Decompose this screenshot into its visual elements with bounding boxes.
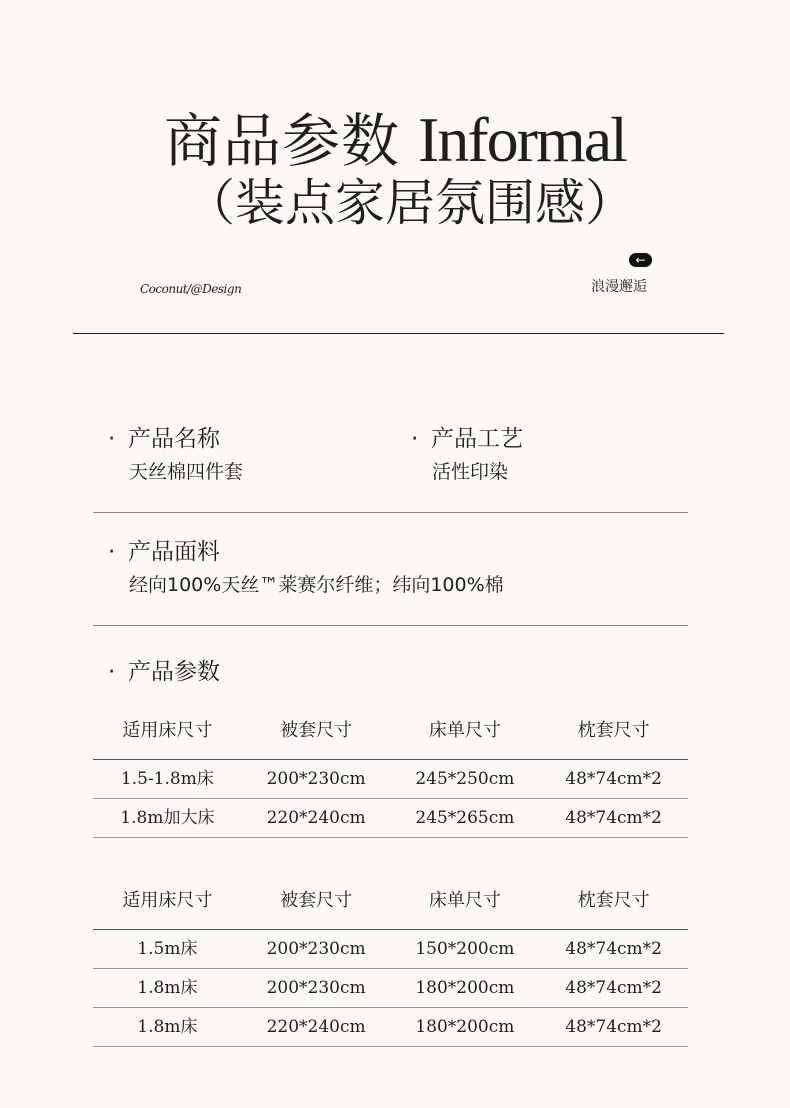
table-row (93, 799, 688, 838)
table-cell: 48*74cm*2 (565, 1017, 662, 1037)
table-header-cell: 被套尺寸 (280, 890, 353, 911)
product-fabric-label: 产品面料 (128, 539, 220, 565)
table-cell: 1.8m加大床 (120, 808, 215, 828)
table-cell: 245*250cm (415, 769, 515, 789)
table-row (93, 1008, 688, 1047)
header-divider (73, 333, 724, 334)
title-en: Informal (418, 104, 626, 175)
brand-signature: Coconut/@Design (140, 282, 242, 296)
table-cell: 1.5m床 (137, 939, 198, 959)
product-fabric-heading (108, 537, 220, 567)
product-fabric-value: 经向100%天丝™莱赛尔纤维；纬向100%棉 (129, 574, 504, 596)
table-cell: 1.8m床 (137, 1017, 198, 1037)
table-cell: 48*74cm*2 (565, 808, 662, 828)
table-row (93, 930, 688, 969)
section-divider (93, 512, 688, 513)
bullet: · (108, 659, 116, 685)
product-craft-value: 活性印染 (432, 461, 509, 483)
page-subtitle: （装点家居氛围感） (185, 174, 635, 232)
table-cell: 200*230cm (266, 978, 366, 998)
arrow-left-icon: ← (629, 253, 652, 267)
table-row (93, 760, 688, 799)
table-header-cell: 床单尺寸 (428, 720, 501, 741)
size-table-1 (93, 702, 688, 838)
table-cell: 245*265cm (415, 808, 515, 828)
bullet: · (411, 426, 419, 452)
table-header-row (93, 872, 688, 930)
table-cell: 48*74cm*2 (565, 978, 662, 998)
product-craft-heading (411, 424, 523, 454)
table-cell: 48*74cm*2 (565, 939, 662, 959)
title-cn: 商品参数 (164, 107, 401, 175)
table-header-cell: 枕套尺寸 (577, 720, 650, 741)
product-craft-label: 产品工艺 (431, 426, 523, 452)
table-header-cell: 适用床尺寸 (122, 890, 213, 911)
product-params-label: 产品参数 (128, 659, 220, 685)
table-cell: 200*230cm (266, 769, 366, 789)
page-title (0, 100, 790, 181)
table-cell: 200*230cm (266, 939, 366, 959)
product-name-value: 天丝棉四件套 (129, 461, 244, 483)
table-header-cell: 适用床尺寸 (122, 720, 213, 741)
tagline: 浪漫邂逅 (591, 279, 647, 295)
table-cell: 48*74cm*2 (565, 769, 662, 789)
table-cell: 180*200cm (415, 1017, 515, 1037)
table-row (93, 969, 688, 1008)
table-cell: 220*240cm (266, 1017, 366, 1037)
table-header-row (93, 702, 688, 760)
bullet: · (108, 426, 116, 452)
table-cell: 1.5-1.8m床 (120, 769, 214, 789)
table-cell: 150*200cm (415, 939, 515, 959)
size-table-2 (93, 872, 688, 1047)
product-params-heading (108, 657, 220, 687)
bullet: · (108, 539, 116, 565)
table-header-cell: 枕套尺寸 (577, 890, 650, 911)
product-name-heading (108, 424, 220, 454)
table-header-cell: 床单尺寸 (428, 890, 501, 911)
product-name-label: 产品名称 (128, 426, 220, 452)
table-cell: 1.8m床 (137, 978, 198, 998)
table-cell: 220*240cm (266, 808, 366, 828)
table-header-cell: 被套尺寸 (280, 720, 353, 741)
section-divider (93, 625, 688, 626)
table-cell: 180*200cm (415, 978, 515, 998)
